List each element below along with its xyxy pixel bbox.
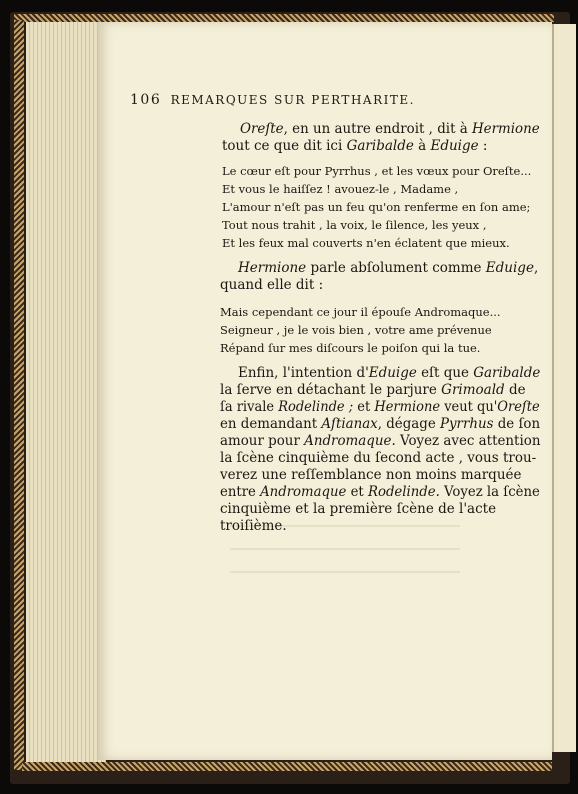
paragraph-line — [220, 382, 526, 399]
verse-line: Mais cependant ce jour il épouſe Andromaque... — [220, 305, 501, 319]
paragraph-line: quand elle dit : — [220, 277, 324, 293]
paragraph-line: la ſcène cinquième du ſecond acte , vous trou- — [220, 450, 537, 466]
paragraph-line — [220, 399, 540, 416]
name-eduige: Eduige — [368, 365, 417, 381]
verse-line: Le cœur eſt pour Pyrrhus , et les vœux pour Oreſte... — [222, 164, 532, 178]
text-run: entre — [220, 484, 261, 500]
text-run: parle abſolument comme — [306, 260, 486, 276]
name-astianax: Aſtianax — [321, 416, 378, 432]
name-oreste: Oreſte — [240, 121, 284, 137]
page-stack-edges — [26, 22, 106, 762]
verse-line: L'amour n'eſt pas un feu qu'on renferme en ſon ame; — [222, 200, 531, 214]
name-rodelinde: Rodelinde ; — [278, 399, 354, 415]
verse-line: Répand ſur mes diſcours le poiſon qui la tue. — [220, 341, 481, 355]
text-run: de — [504, 382, 526, 398]
text-run: de ſon — [493, 416, 541, 432]
page-number: 106 — [130, 92, 162, 108]
text-run: Enfin, l'intention d' — [238, 365, 369, 381]
gilt-border-left — [14, 20, 24, 770]
facing-page-edge — [552, 24, 576, 752]
paragraph-line — [238, 260, 538, 277]
name-rodelinde: Rodelinde. — [367, 484, 440, 500]
name-andromaque: Andromaque. — [304, 433, 396, 449]
text-run: Voyez la ſcène — [439, 484, 540, 500]
name-eduige: Eduige — [430, 138, 479, 154]
text-run: à — [413, 138, 431, 154]
text-run: ſa rivale — [220, 399, 279, 415]
name-hermione: Hermione — [374, 399, 441, 415]
verse-line: Seigneur , je le vois bien , votre ame prévenue — [220, 323, 492, 337]
show-through-line — [230, 571, 460, 573]
gilt-border-bottom — [22, 762, 552, 771]
name-garibalde: Garibalde — [473, 365, 541, 381]
text-run: , dégage — [377, 416, 441, 432]
paragraph-line — [222, 138, 487, 155]
paragraph-line — [238, 365, 540, 382]
text-run: en demandant — [220, 416, 322, 432]
name-hermione: Hermione — [471, 121, 540, 137]
text-run: : — [478, 138, 488, 154]
paragraph-line — [220, 433, 540, 450]
paragraph-line: verez une reſſemblance non moins marquée — [220, 467, 522, 483]
name-pyrrhus: Pyrrhus — [440, 416, 494, 432]
name-grimoald: Grimoald — [441, 382, 505, 398]
name-oreste: Oreſte — [497, 399, 540, 415]
text-run: veut qu' — [440, 399, 498, 415]
running-header — [130, 92, 470, 108]
verse-line: Tout nous trahit , la voix, le ſilence, les yeux , — [222, 218, 487, 232]
gilt-border-top — [14, 14, 554, 22]
text-run: la ſerve en détachant le parjure — [220, 382, 442, 398]
paragraph-line — [220, 416, 540, 433]
text-run: amour pour — [220, 433, 305, 449]
text-run: et — [346, 484, 368, 500]
verse-line: Et les feux mal couverts n'en éclatent que mieux. — [222, 236, 510, 250]
name-garibalde: Garibalde — [346, 138, 414, 154]
paragraph-line — [220, 484, 540, 501]
paragraph-line: cinquième et la première ſcène de l'acte — [220, 501, 497, 517]
paragraph-line: troiſième. — [220, 518, 287, 534]
name-hermione: Hermione — [238, 260, 307, 276]
show-through-line — [230, 548, 460, 550]
name-andromaque: Andromaque — [260, 484, 347, 500]
text-run: , — [533, 260, 539, 276]
text-run: Voyez avec attention — [395, 433, 541, 449]
text-run: et — [353, 399, 375, 415]
paragraph-line — [240, 121, 540, 138]
text-run: eſt que — [416, 365, 474, 381]
verse-line: Et vous le haiſſez ! avouez-le , Madame , — [222, 182, 459, 196]
name-eduige: Eduige — [485, 260, 534, 276]
text-run: , en un autre endroit , dit à — [283, 121, 472, 137]
running-title: REMARQUES SUR PERTHARITE. — [170, 93, 415, 107]
text-run: tout ce que dit ici — [222, 138, 347, 154]
